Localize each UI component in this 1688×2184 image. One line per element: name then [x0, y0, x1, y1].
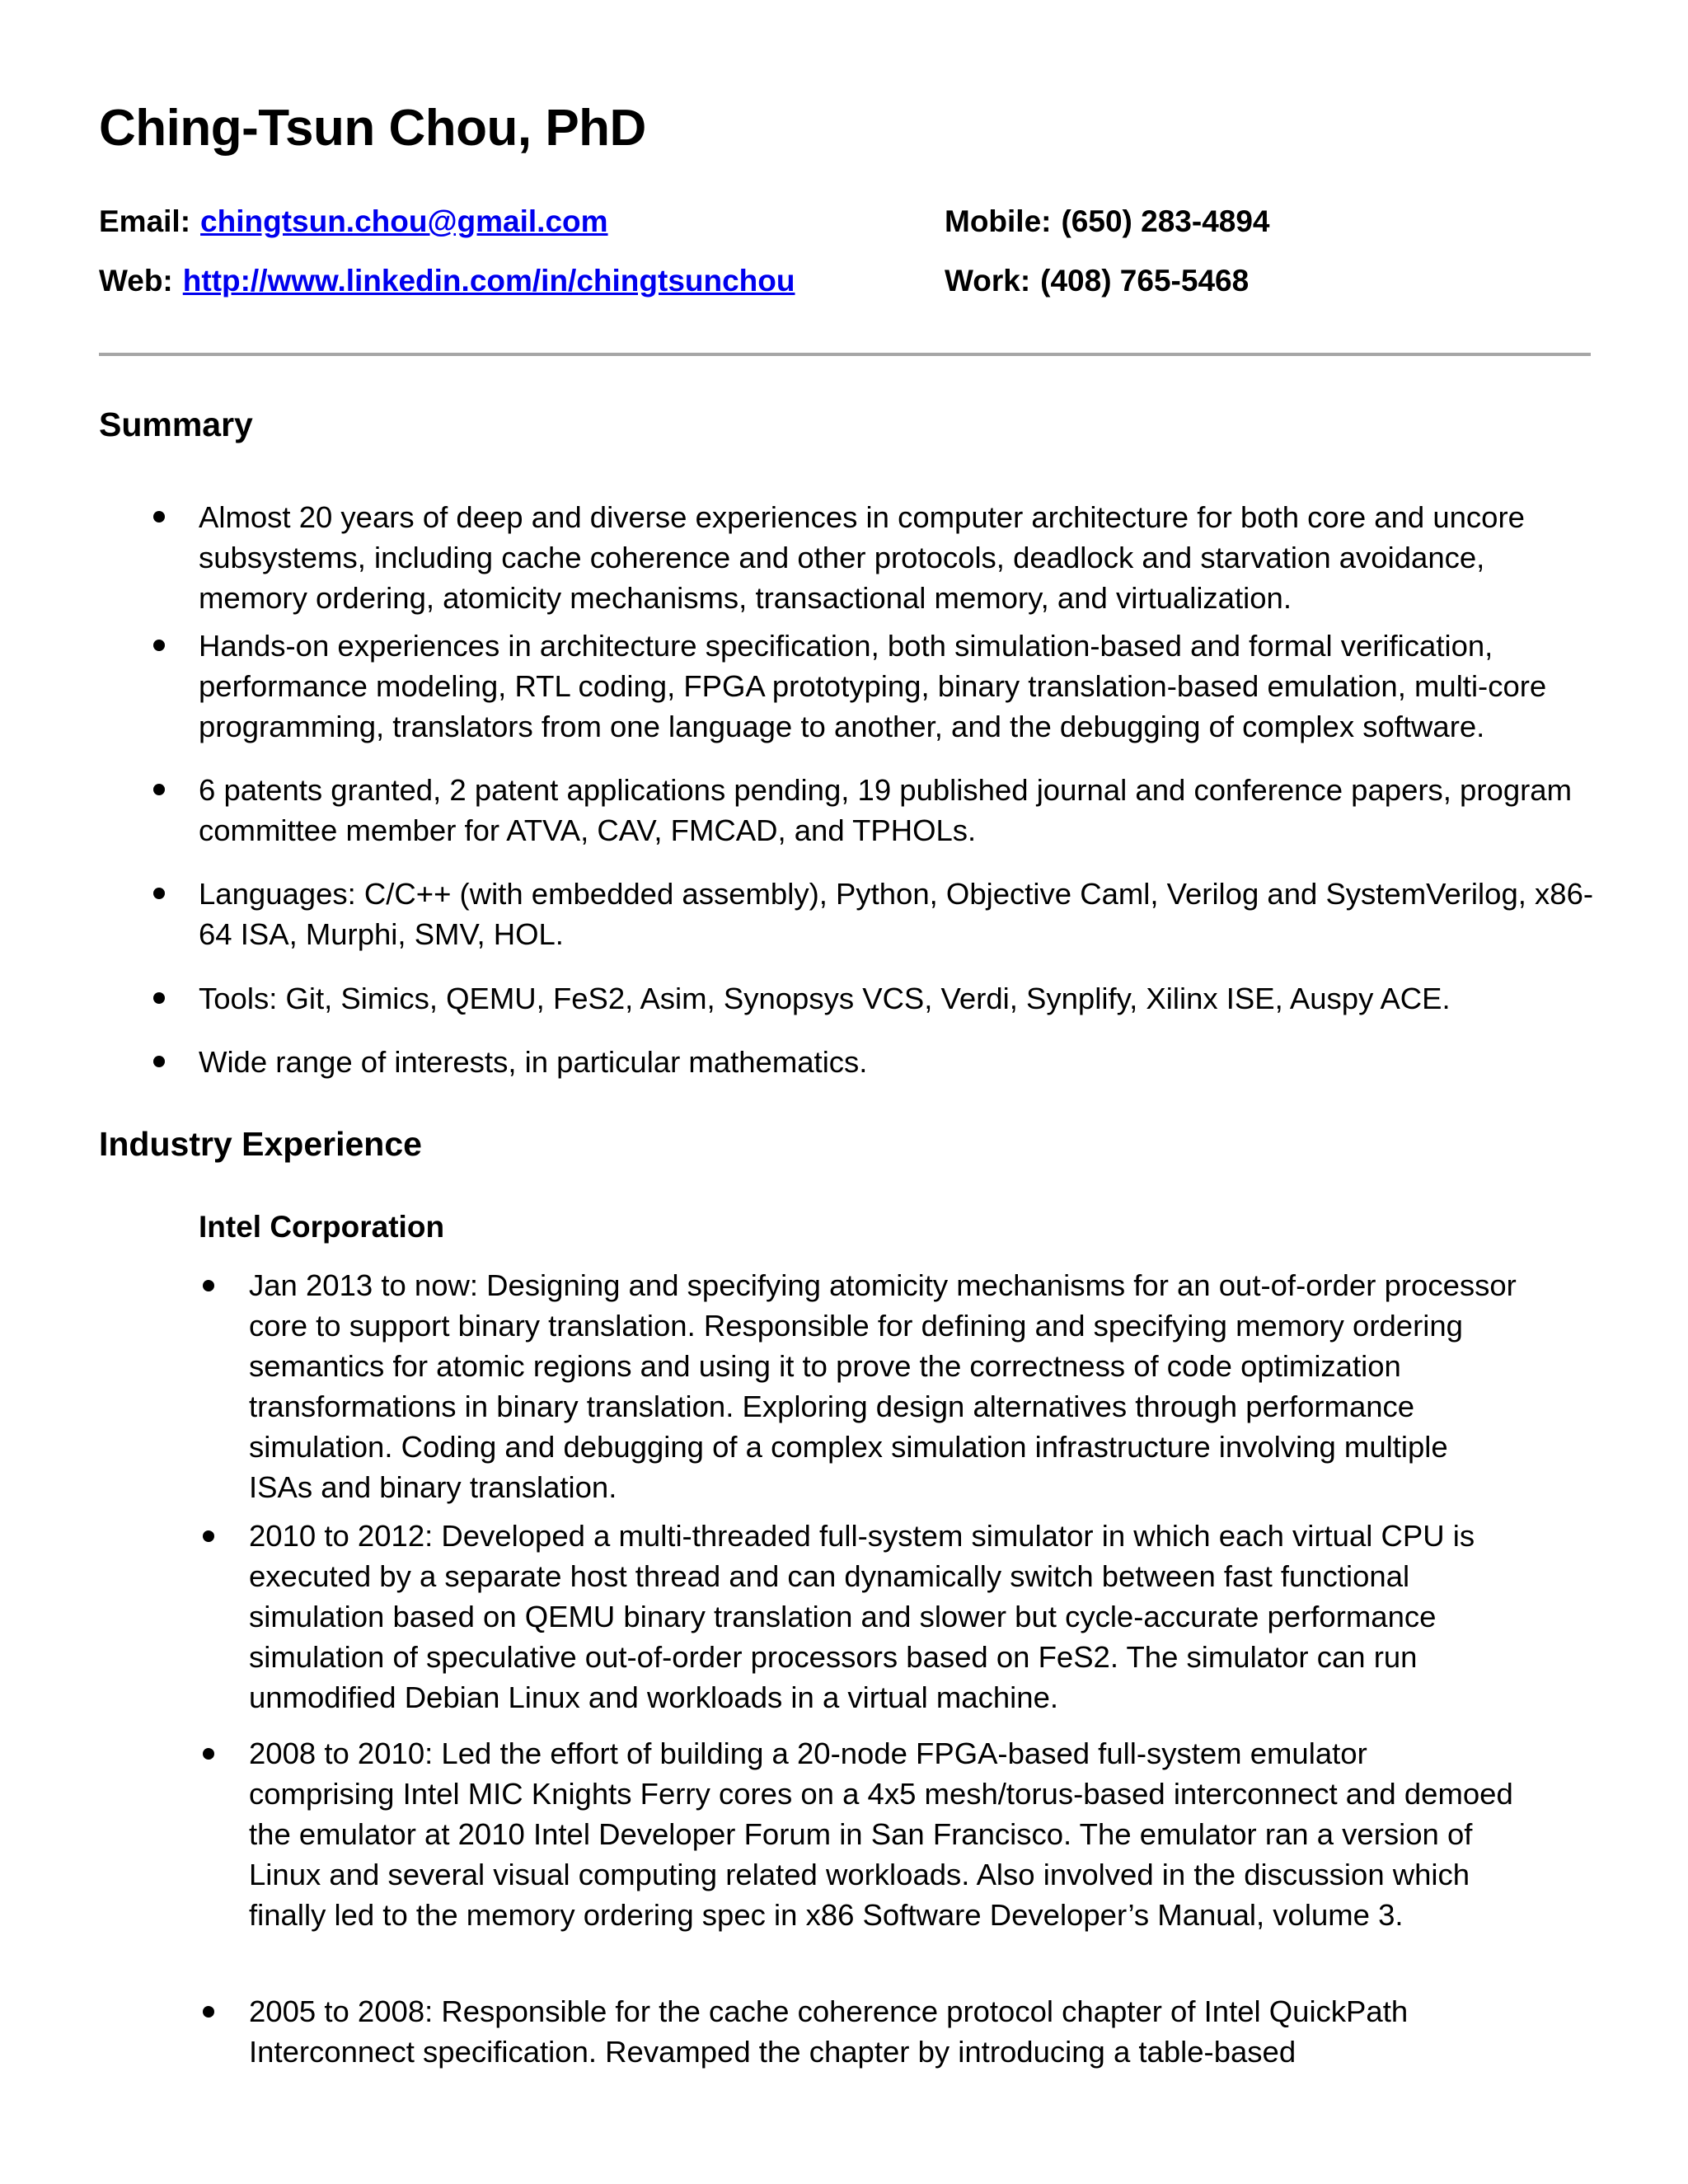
web-label: Web: — [99, 264, 173, 298]
company-name: Intel Corporation — [199, 1210, 445, 1244]
summary-title: Summary — [99, 405, 253, 443]
work-label: Work: — [945, 264, 1031, 298]
web-link[interactable]: http://www.linkedin.com/in/chingtsunchou — [182, 264, 795, 298]
bullet-icon — [153, 888, 165, 899]
bullet-icon — [203, 1530, 214, 1542]
bullet-icon — [153, 640, 165, 651]
web-line — [99, 264, 795, 298]
summary-item: Hands-on experiences in architecture specification, both simulation-based and formal verification, performance modeling, RTL coding, FPGA prototyping, binary translation-based emulation, multi-core programming, translators from one language to another, and the debugging of complex software. — [199, 626, 1600, 747]
summary-item: Tools: Git, Simics, QEMU, FeS2, Asim, Synopsys VCS, Verdi, Synplify, Xilinx ISE, Auspy ACE. — [199, 978, 1600, 1019]
mobile-line — [945, 204, 1270, 239]
bullet-icon — [153, 992, 165, 1004]
experience-item: 2008 to 2010: Led the effort of building a 20-node FPGA-based full-system emulator comprising Intel MIC Knights Ferry cores on a 4x5 mesh/torus-based interconnect and demoed the emulator at 2010 Intel Developer Forum in San Francisco. The emulator ran a version of Linux and several visual computing related workloads. Also involved in the discussion which finally led to the memory ordering spec in x86 Software Developer’s Manual, volume 3. — [249, 1733, 1518, 1935]
candidate-name: Ching-Tsun Chou, PhD — [99, 100, 646, 157]
bullet-icon — [203, 1280, 214, 1291]
mobile-number: (650) 283-4894 — [1061, 204, 1270, 238]
summary-item: Wide range of interests, in particular mathematics. — [199, 1042, 1600, 1082]
summary-item: Almost 20 years of deep and diverse experiences in computer architecture for both core and uncore subsystems, including cache coherence and other protocols, deadlock and starvation avoidance, memory ordering, atomicity mechanisms, transactional memory, and virtualization. — [199, 497, 1600, 618]
experience-item: 2005 to 2008: Responsible for the cache coherence protocol chapter of Intel QuickPath Interconnect specification. Revamped the chapter by introducing a table-based — [249, 1991, 1518, 2072]
experience-title: Industry Experience — [99, 1125, 422, 1163]
summary-item: Languages: C/C++ (with embedded assembly), Python, Objective Caml, Verilog and SystemVerilog, x86-64 ISA, Murphi, SMV, HOL. — [199, 874, 1600, 954]
experience-item: 2010 to 2012: Developed a multi-threaded full-system simulator in which each virtual CPU is executed by a separate host thread and can dynamically switch between fast functional simulation based on QEMU binary translation and slower but cycle-accurate performance simulation of speculative out-of-order processors based on FeS2. The simulator can run unmodified Debian Linux and workloads in a virtual machine. — [249, 1516, 1518, 1718]
work-line — [945, 264, 1249, 298]
experience-item: Jan 2013 to now: Designing and specifying atomicity mechanisms for an out-of-order processor core to support binary translation. Responsible for defining and specifying memory ordering semantics for atomic regions and using it to prove the correctness of code optimization transformations in binary translation. Exploring design alternatives through performance simulation. Coding and debugging of a complex simulation infrastructure involving multiple ISAs and binary translation. — [249, 1265, 1518, 1507]
bullet-icon — [153, 511, 165, 523]
mobile-label: Mobile: — [945, 204, 1052, 238]
bullet-icon — [153, 1056, 165, 1067]
email-line — [99, 204, 608, 239]
bullet-icon — [203, 1748, 214, 1760]
summary-item: 6 patents granted, 2 patent applications pending, 19 published journal and conference papers, program committee member for ATVA, CAV, FMCAD, and TPHOLs. — [199, 770, 1600, 851]
work-number: (408) 765-5468 — [1040, 264, 1250, 298]
bullet-icon — [153, 784, 165, 795]
email-label: Email: — [99, 204, 191, 238]
header-divider — [99, 353, 1591, 356]
email-link[interactable]: chingtsun.chou@gmail.com — [200, 204, 608, 238]
bullet-icon — [203, 2006, 214, 2018]
